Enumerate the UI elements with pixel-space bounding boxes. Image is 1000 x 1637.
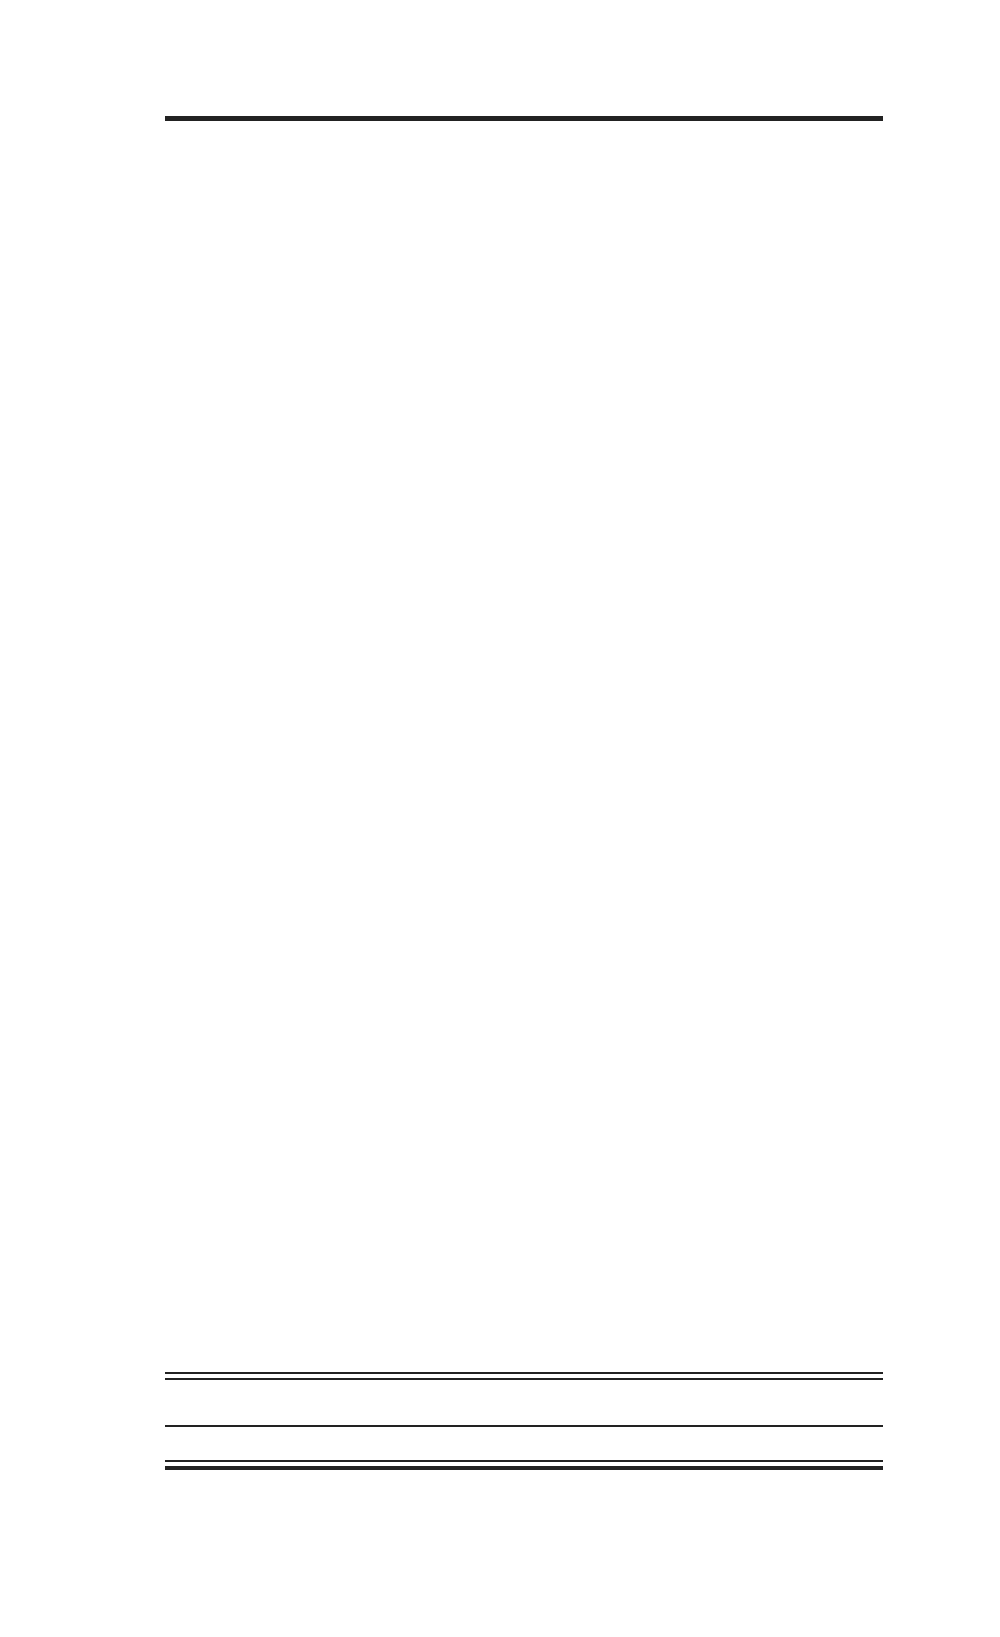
text-line bbox=[165, 539, 883, 580]
text-line bbox=[165, 1155, 883, 1196]
text-line bbox=[165, 175, 883, 216]
footer-rule-middle bbox=[165, 1425, 883, 1427]
header-rule-thick bbox=[165, 116, 883, 121]
paragraph-youngest-sage bbox=[165, 1155, 883, 1317]
text-line bbox=[165, 847, 883, 888]
text-line bbox=[165, 1196, 883, 1237]
text-line bbox=[165, 806, 883, 847]
text-line bbox=[165, 377, 883, 418]
footer-rule-thick bbox=[165, 1466, 883, 1470]
paragraph-queen-maya bbox=[165, 377, 883, 620]
header-ornament-dots bbox=[165, 131, 883, 147]
paragraph-brahmins bbox=[165, 725, 883, 968]
footer-rule-bottom bbox=[165, 1460, 883, 1462]
text-line bbox=[165, 1236, 883, 1277]
footer-ornament-dots bbox=[165, 1436, 883, 1452]
text-line bbox=[165, 458, 883, 499]
text-line bbox=[165, 256, 883, 297]
text-line bbox=[165, 1277, 883, 1318]
footer-rule-top bbox=[165, 1372, 883, 1374]
paragraph-continuation bbox=[165, 175, 883, 378]
paragraph-eight-sages bbox=[165, 960, 883, 1163]
text-line bbox=[165, 337, 883, 378]
text-line bbox=[165, 960, 883, 1001]
text-line bbox=[165, 887, 883, 928]
text-line bbox=[165, 1082, 883, 1123]
text-line-first bbox=[165, 725, 883, 766]
text-line bbox=[165, 1001, 883, 1042]
footer-rule-top-second bbox=[165, 1378, 883, 1380]
text-line bbox=[165, 216, 883, 257]
text-line bbox=[165, 499, 883, 540]
text-line bbox=[165, 580, 883, 621]
text-line bbox=[165, 418, 883, 459]
text-line bbox=[165, 297, 883, 338]
text-line bbox=[165, 1041, 883, 1082]
text-line bbox=[165, 766, 883, 807]
